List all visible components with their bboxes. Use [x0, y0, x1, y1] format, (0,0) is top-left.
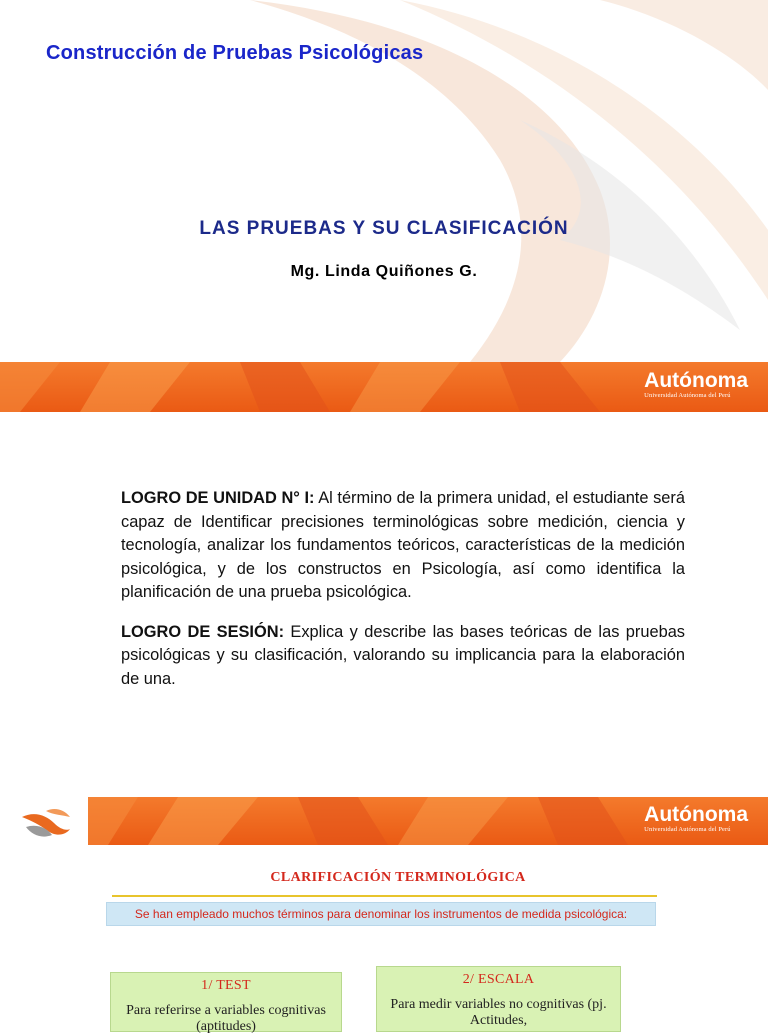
card-test — [110, 972, 342, 1032]
card-escala-heading: 2/ ESCALA — [462, 972, 535, 987]
session-outcome-paragraph — [121, 621, 685, 692]
intro-box: Se han empleado muchos términos para denominar los instrumentos de medida psicológica: — [106, 902, 656, 926]
learning-outcomes — [121, 487, 685, 707]
university-swoosh-icon — [20, 805, 72, 839]
author-name: Mg. Linda Quiñones G. — [290, 263, 478, 280]
slide-title: LAS PRUEBAS Y SU CLASIFICACIÓN — [199, 218, 569, 239]
card-escala — [376, 966, 621, 1032]
unit-outcome-paragraph — [121, 487, 685, 605]
title-underline — [112, 895, 657, 897]
card-escala-body: Para medir variables no cognitivas (pj. Actitudes, — [390, 997, 607, 1028]
autonoma-logo-2 — [644, 804, 748, 833]
card-test-body: Para referirse a variables cognitivas (aptitudes) — [126, 1003, 326, 1034]
course-title: Construcción de Pruebas Psicológicas — [46, 42, 424, 64]
title-slide — [0, 0, 768, 420]
brand-name: Autónoma — [644, 369, 748, 392]
autonoma-logo — [644, 370, 748, 399]
brand-name-2: Autónoma — [644, 803, 748, 826]
unit-outcome-label: LOGRO DE UNIDAD N° I: — [121, 489, 315, 507]
brand-subtitle-2: Universidad Autónoma del Perú — [644, 826, 731, 833]
session-outcome-label: LOGRO DE SESIÓN: — [121, 622, 285, 641]
session-outcome-text: Explica y describe las bases teóricas de las pruebas psicológicas y su clasificación, valorando su implicancia para la elaboración de una. — [121, 622, 686, 688]
orange-brand-band — [0, 362, 768, 412]
brand-subtitle: Universidad Autónoma del Perú — [644, 392, 731, 399]
unit-outcome-text: Al término de la primera unidad, el estudiante será capaz de Identificar precisiones terminológicas sobre medición, ciencia y tecnología, analizar los fundamentos teóricos, características de la medición psicológica, y de los constructos en Psicología, así como identifica la planificación de una prueba psicológica. — [121, 489, 685, 601]
orange-brand-band-2 — [88, 797, 768, 845]
card-test-heading: 1/ TEST — [201, 978, 251, 993]
clarification-title: CLARIFICACIÓN TERMINOLÓGICA — [270, 870, 526, 885]
